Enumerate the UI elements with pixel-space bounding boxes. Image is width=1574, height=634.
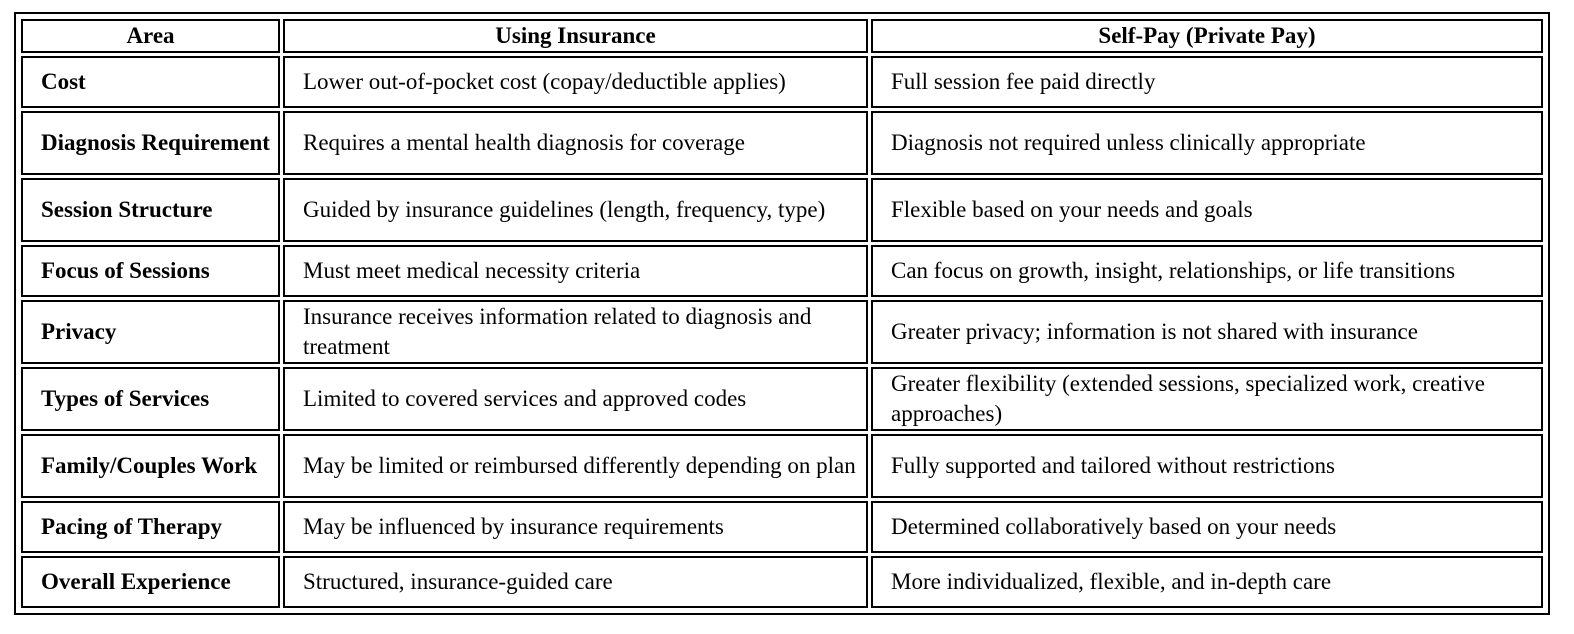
- row-area: Family/Couples Work: [21, 434, 280, 498]
- table-row-overall: [21, 556, 1543, 608]
- row-selfpay: Determined collaboratively based on your needs: [871, 501, 1543, 553]
- row-selfpay: Flexible based on your needs and goals: [871, 178, 1543, 242]
- row-area: Cost: [21, 56, 280, 108]
- header-self-pay: Self-Pay (Private Pay): [871, 19, 1543, 53]
- row-insurance: Structured, insurance-guided care: [283, 556, 868, 608]
- comparison-table-frame: [14, 12, 1550, 615]
- comparison-table: [18, 16, 1546, 611]
- table-row-session-structure: [21, 178, 1543, 242]
- row-selfpay: Greater flexibility (extended sessions, specialized work, creative approaches): [871, 367, 1543, 431]
- table-row-cost: [21, 56, 1543, 108]
- row-area: Session Structure: [21, 178, 280, 242]
- table-row-pacing: [21, 501, 1543, 553]
- table-row-family-couples: [21, 434, 1543, 498]
- row-area: Diagnosis Requirement: [21, 111, 280, 175]
- row-area: Overall Experience: [21, 556, 280, 608]
- row-selfpay: Fully supported and tailored without restrictions: [871, 434, 1543, 498]
- row-selfpay: Can focus on growth, insight, relationships, or life transitions: [871, 245, 1543, 297]
- row-selfpay: Diagnosis not required unless clinically appropriate: [871, 111, 1543, 175]
- header-row: [21, 19, 1543, 53]
- row-area: Focus of Sessions: [21, 245, 280, 297]
- row-area: Privacy: [21, 300, 280, 364]
- row-insurance: Requires a mental health diagnosis for coverage: [283, 111, 868, 175]
- row-insurance: Lower out-of-pocket cost (copay/deductible applies): [283, 56, 868, 108]
- row-area: Types of Services: [21, 367, 280, 431]
- row-insurance: Limited to covered services and approved codes: [283, 367, 868, 431]
- row-insurance: Must meet medical necessity criteria: [283, 245, 868, 297]
- table-row-focus: [21, 245, 1543, 297]
- row-insurance: May be influenced by insurance requirements: [283, 501, 868, 553]
- row-selfpay: More individualized, flexible, and in-depth care: [871, 556, 1543, 608]
- row-selfpay: Full session fee paid directly: [871, 56, 1543, 108]
- row-insurance: May be limited or reimbursed differently depending on plan: [283, 434, 868, 498]
- header-area: Area: [21, 19, 280, 53]
- table-row-privacy: [21, 300, 1543, 364]
- row-insurance: Guided by insurance guidelines (length, frequency, type): [283, 178, 868, 242]
- row-selfpay: Greater privacy; information is not shared with insurance: [871, 300, 1543, 364]
- row-insurance: Insurance receives information related to diagnosis and treatment: [283, 300, 868, 364]
- table-row-types-of-services: [21, 367, 1543, 431]
- header-using-insurance: Using Insurance: [283, 19, 868, 53]
- row-area: Pacing of Therapy: [21, 501, 280, 553]
- table-row-diagnosis: [21, 111, 1543, 175]
